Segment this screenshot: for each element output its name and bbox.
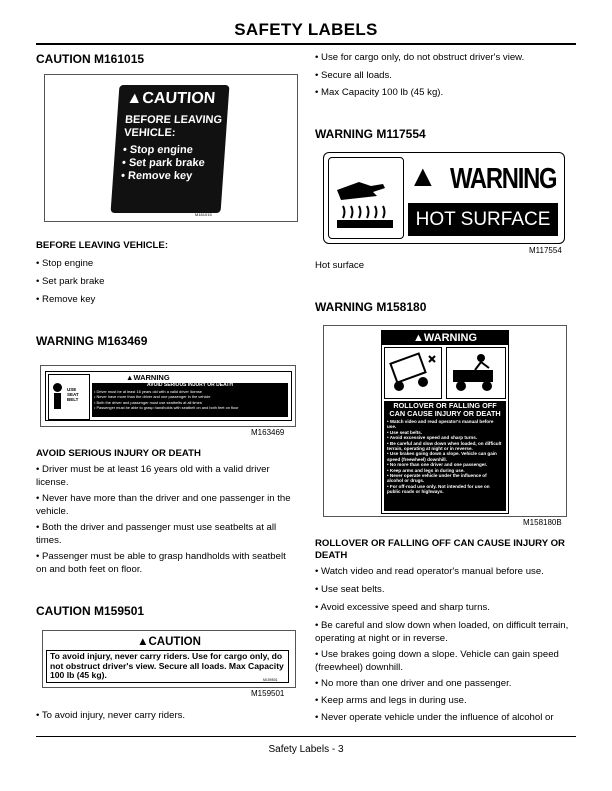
paragraph: • Driver must be at least 16 years old with a valid driver license.: [36, 464, 270, 488]
paragraph: • To avoid injury, never carry riders.: [36, 710, 186, 721]
paragraph: • No more than one driver and one passenger.: [315, 678, 512, 689]
paragraph: • Keep arms and legs in during use.: [315, 695, 467, 706]
page-footer: Safety Labels - 3: [268, 744, 344, 755]
label-image-m161015: ▲CAUTION BEFORE LEAVING VEHICLE: • Stop engine • Set park brake • Remove key M161015: [44, 74, 298, 222]
label-code: M117554: [529, 246, 562, 255]
label-text-panel: ROLLOVER OR FALLING OFF CAN CAUSE INJURY OR DEATH • Watch video and read operator's manual before use. • Use seat belts. • Avoid excessive speed and sharp turns. • Be careful and slow down when loaded, on difficult terrain, operating at night or in reverse. • Use brakes going down a slope. Vehicle can gain speed (freewheel) downhill. • No more than one driver and one passenger. • Keep arms and legs in during use. • Never operate vehicle under the influence of alcohol or drugs. • For off-road use only. Not intended for use on public roads or highways.: [384, 401, 506, 511]
paragraph: • Use for cargo only, do not obstruct driver's view.: [315, 52, 525, 63]
hot-surface-hand-icon: [328, 157, 404, 239]
section-heading-m163469: WARNING M163469: [36, 334, 148, 348]
paragraph: • Max Capacity 100 lb (45 kg).: [315, 87, 444, 98]
header-rule: [36, 43, 576, 45]
list-item: • Remove key: [36, 294, 96, 305]
footer-rule: [36, 736, 576, 737]
label-code: M163469: [251, 428, 285, 437]
warning-triangle-icon: ▲: [408, 160, 438, 193]
paragraph: • Watch video and read operator's manual before use.: [315, 566, 544, 577]
paragraph: • Both the driver and passenger must use seatbelts at all times.: [36, 522, 277, 546]
paragraph: • Use seat belts.: [315, 584, 385, 595]
label-image-m158180: ▲WARNING ROLLOVER OR FALLING OFF CAN CAUSE INJURY OR DEATH • Watch video and read operator's manual before use. • Use seat belts. • Avoid excessive speed and sharp turns. • Be careful and slow down when loaded, on difficult terrain, operating at night or in reverse. • Use brakes going down a slope. Vehicle can gain speed (freewheel) downhill. • No more than one driver and one passenger. • Keep arms and legs in during use. • Never operate vehicle under the influence of alcohol or drugs. • For off-road use only. Not intended for use on public roads or highways.: [323, 325, 567, 517]
label-image-m117554: ▲ WARNING HOT SURFACE: [323, 152, 565, 244]
subheading-before-leaving: BEFORE LEAVING VEHICLE:: [36, 240, 169, 251]
section-heading-m161015: CAUTION M161015: [36, 52, 145, 66]
warning-triangle-icon: ▲: [125, 90, 143, 107]
page-title: SAFETY LABELS: [234, 20, 378, 39]
warning-triangle-icon: ▲: [412, 332, 424, 344]
paragraph: • Never have more than the driver and one passenger in the vehicle.: [36, 493, 291, 517]
subheading-rollover: ROLLOVER OR FALLING OFF CAN CAUSE INJURY OR DEATH: [315, 538, 565, 561]
seat-belt-icon: USE SEAT BELT: [48, 374, 90, 420]
label-code: M159501: [251, 689, 285, 698]
list-item: • Set park brake: [36, 276, 105, 287]
list-item: • Stop engine: [36, 258, 94, 269]
label-image-m159501: ▲CAUTION To avoid injury, never carry riders. Use for cargo only, do not obstruct driver's view. Secure all loads. Max Capacity 100 lb (45 kg). M159501: [42, 630, 296, 688]
section-heading-m117554: WARNING M117554: [315, 127, 426, 141]
paragraph: • Passenger must be able to grasp handholds with seatbelt on and both feet on floor.: [36, 551, 286, 575]
caution-label-panel: ▲CAUTION BEFORE LEAVING VEHICLE: • Stop engine • Set park brake • Remove key: [111, 85, 230, 213]
section-heading-m158180: WARNING M158180: [315, 300, 427, 314]
warning-triangle-icon: ▲: [126, 373, 134, 382]
vehicle-rollover-icon: [384, 347, 442, 399]
paragraph: • Never operate vehicle under the influence of alcohol or: [315, 712, 554, 723]
paragraph: • Secure all loads.: [315, 70, 392, 81]
warning-triangle-icon: ▲: [137, 636, 149, 648]
paragraph: • Be careful and slow down when loaded, on difficult terrain, operating at night or in reverse.: [315, 620, 569, 644]
label-text-panel: AVOID SERIOUS INJURY OR DEATH • Driver must be at least 16 years old with a valid driver license • Never have more than the driver and one passenger in the vehicle • Both the driver and passenger must use seatbelts at all times • Passenger must be able to grasp handholds with seatbelt on and both feet on floor: [92, 383, 288, 417]
paragraph: • Use brakes going down a slope. Vehicle can gain speed (freewheel) downhill.: [315, 649, 559, 673]
falling-off-icon: [446, 347, 506, 399]
label-code: M158180B: [523, 518, 562, 527]
subheading-avoid-injury: AVOID SERIOUS INJURY OR DEATH: [36, 448, 201, 459]
paragraph: • Avoid excessive speed and sharp turns.: [315, 602, 490, 613]
section-heading-m159501: CAUTION M159501: [36, 604, 145, 618]
caption: Hot surface: [315, 260, 365, 271]
label-image-m163469: USE SEAT BELT ▲WARNING AVOID SERIOUS INJURY OR DEATH • Driver must be at least 16 years old with a valid driver license • Never have more than the driver and one passenger in the vehicle • Both the driver and passenger must use seatbelts at all times • Passenger must be able to grasp handholds with seatbelt on and both feet on floor: [40, 365, 296, 427]
